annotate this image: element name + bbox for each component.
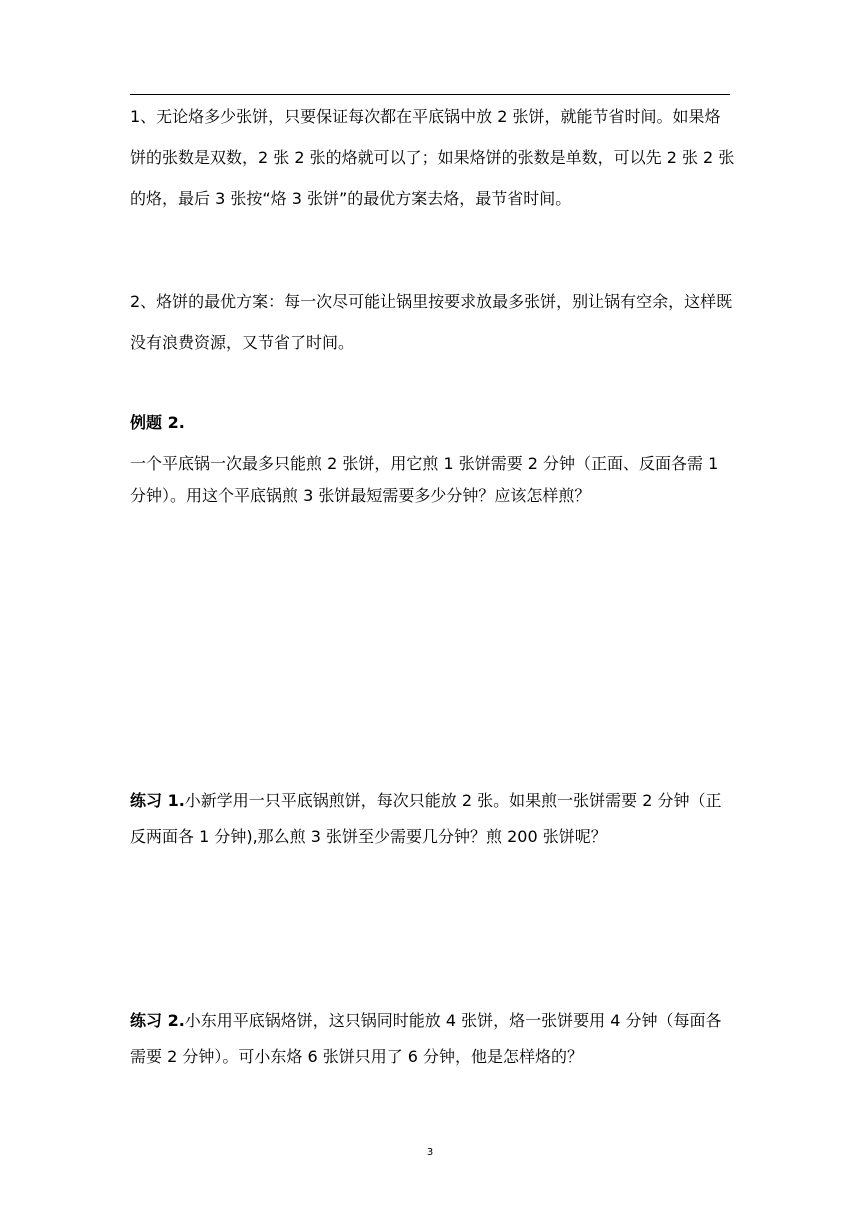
practice-1-text: 小新学用一只平底锅煎饼，每次只能放 2 张。如果煎一张饼需要 2 分钟（正反两面各 1 分钟),那么煎 3 张饼至少需要几分钟？煎 200 张饼呢？ [130, 791, 722, 846]
tip-paragraph-1: 1、无论烙多少张饼，只要保证每次都在平底锅中放 2 张饼，就能节省时间。如果烙饼的张数是双数，2 张 2 张的烙就可以了；如果烙饼的张数是单数，可以先 2 张 2 张的烙，最后 3 张按“烙 3 张饼”的最优方案去烙，最节省时间。 [130, 107, 735, 208]
practice-2-label: 练习 2. [130, 1011, 185, 1030]
practice-2-text: 小东用平底锅烙饼，这只锅同时能放 4 张饼，烙一张饼要用 4 分钟（每面各需要 2 分钟）。可小东烙 6 张饼只用了 6 分钟，他是怎样烙的？ [130, 1011, 722, 1066]
practice-2 [130, 1003, 736, 1075]
example-text: 一个平底锅一次最多只能煎 2 张饼，用它煎 1 张饼需要 2 分钟（正面、反面各需 1 分钟）。用这个平底锅煎 3 张饼最短需要多少分钟？应该怎样煎？ [130, 454, 719, 505]
page-number: 3 [426, 1147, 434, 1158]
header-rule [130, 94, 730, 95]
practice-1-label: 练习 1. [130, 791, 185, 810]
tip-paragraph-2: 2、烙饼的最优方案：每一次尽可能让锅里按要求放最多张饼，别让锅有空余，这样既没有浪费资源，又节省了时间。 [130, 292, 733, 352]
practice-1 [130, 783, 736, 855]
example-title: 例题 2. [130, 413, 185, 432]
